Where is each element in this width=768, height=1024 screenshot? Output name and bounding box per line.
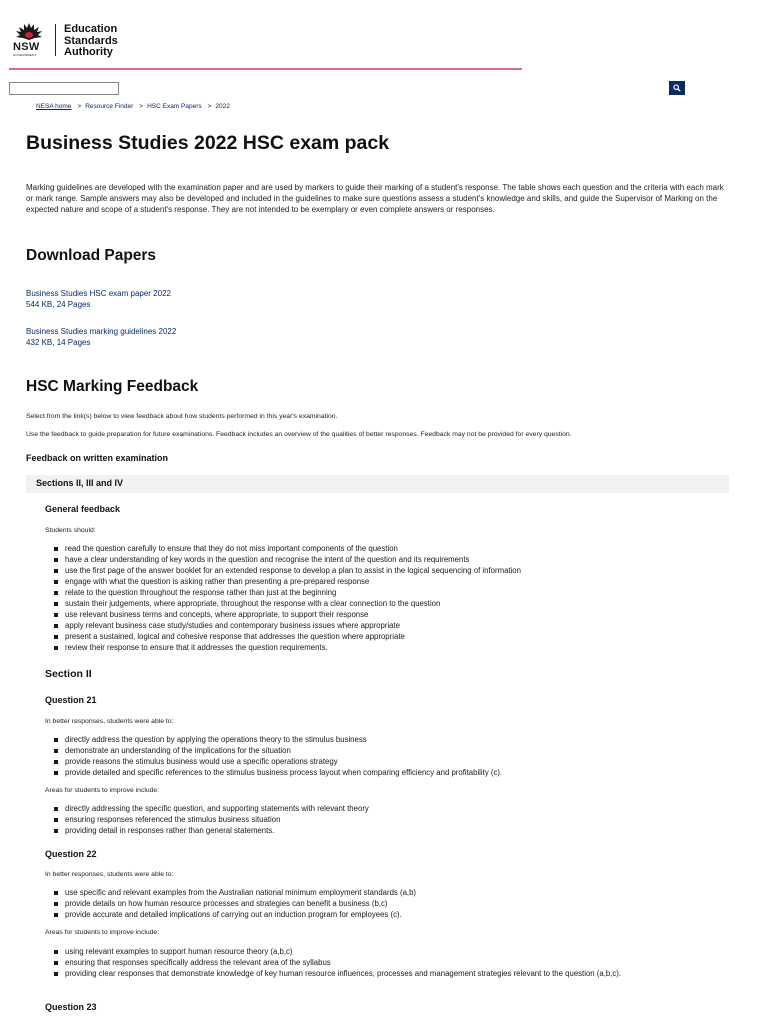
site-header (0, 0, 768, 70)
use-feedback-text: Use the feedback to guide preparation for future examinations. Feedback includes an overview of the qualities of better responses. Feedback may not be provided for every question. (26, 431, 572, 438)
marking-guidelines-link[interactable] (26, 327, 176, 348)
search-icon (673, 84, 681, 92)
accordion-label: Sections II, III and IV (36, 478, 124, 488)
intro-paragraph: Marking guidelines are developed with the examination paper and are used by markers to guide their marking of a student's response. The table shows each question and the criteria with each mark or mark range. Sample answers may also be developed and included in the guidelines to make sure questions assess a student's knowledge and skills, and guide the Supervisor of Marking on the expected nature and scope of a student's response. They are not intended to be exemplary or even complete answers or responses. (26, 183, 724, 214)
page-title: Business Studies 2022 HSC exam pack (26, 132, 390, 154)
better-responses-label: In better responses, students were able to: (45, 871, 174, 878)
government-wordmark: GOVERNMENT (13, 53, 37, 57)
org-name (64, 24, 118, 59)
breadcrumb-home[interactable]: NESA home (36, 103, 72, 110)
list-item: relate to the question throughout the response rather than just at the beginning (54, 587, 744, 598)
marking-guidelines-meta: 432 KB, 14 Pages (26, 337, 91, 347)
list-item: providing clear responses that demonstrate knowledge of key human resource influences, processes and management strategies relevant to the question (a,b,c). (54, 968, 744, 979)
breadcrumb-separator: > (139, 103, 144, 110)
list-item: demonstrate an understanding of the implications for the situation (54, 745, 744, 756)
search-button[interactable] (669, 81, 685, 95)
written-exam-heading: Feedback on written examination (26, 453, 169, 463)
select-instructions: Select from the link(s) below to view feedback about how students performed in this year's examination. (26, 413, 338, 420)
breadcrumb-separator: > (207, 103, 212, 110)
section-ii-heading: Section II (45, 668, 92, 680)
list-item: provide details on how human resource processes and strategies can benefit a business (b,c) (54, 898, 744, 909)
list-item: present a sustained, logical and cohesive response that addresses the question where appropriate (54, 631, 744, 642)
breadcrumb-current: 2022 (215, 103, 230, 110)
list-item: use the first page of the answer booklet for an extended response to develop a plan to assist in the logical sequencing of information (54, 565, 744, 576)
org-name-line2: Standards (64, 34, 118, 47)
question-23-heading: Question 23 (45, 1002, 97, 1012)
search-input[interactable] (9, 82, 119, 95)
q22-improve-list (54, 946, 744, 979)
waratah-icon (13, 22, 45, 58)
better-responses-label: In better responses, students were able to: (45, 718, 174, 725)
breadcrumb-separator: > (77, 103, 82, 110)
nsw-wordmark: NSW (13, 41, 40, 53)
question-22-heading: Question 22 (45, 849, 97, 859)
list-item: providing detail in responses rather than general statements. (54, 825, 744, 836)
q21-better-list (54, 734, 744, 778)
list-item: use specific and relevant examples from the Australian national minimum employment standards (a,b) (54, 887, 744, 898)
list-item: read the question carefully to ensure that they do not miss important components of the question (54, 543, 744, 554)
exam-paper-title: Business Studies HSC exam paper 2022 (26, 289, 171, 298)
list-item: provide accurate and detailed implications of carrying out an induction program for employees (c). (54, 909, 744, 920)
exam-paper-link[interactable] (26, 289, 171, 310)
list-item: ensuring responses referenced the stimulus business situation (54, 814, 744, 825)
list-item: apply relevant business case study/studies and contemporary business issues where appropriate (54, 620, 744, 631)
general-feedback-list (54, 543, 744, 653)
exam-paper-meta: 544 KB, 24 Pages (26, 299, 91, 309)
header-divider (9, 68, 522, 70)
list-item: review their response to ensure that it addresses the question requirements. (54, 642, 744, 653)
q21-improve-list (54, 803, 744, 836)
list-item: directly addressing the specific question, and supporting statements with relevant theory (54, 803, 744, 814)
breadcrumb-exam-papers[interactable]: HSC Exam Papers (147, 103, 202, 110)
logo-divider (55, 24, 56, 56)
q22-better-list (54, 887, 744, 920)
improve-areas-label: Areas for students to improve include: (45, 787, 160, 794)
org-name-line3: Authority (64, 46, 113, 58)
breadcrumb-resource-finder[interactable]: Resource Finder (85, 103, 134, 110)
marking-guidelines-title: Business Studies marking guidelines 2022 (26, 327, 177, 336)
list-item: ensuring that responses specifically address the relevant area of the syllabus (54, 957, 744, 968)
marking-feedback-heading: HSC Marking Feedback (26, 378, 199, 395)
list-item: have a clear understanding of key words in the question and recognise the intent of the question and its requirements (54, 554, 744, 565)
general-feedback-heading: General feedback (45, 504, 121, 514)
list-item: directly address the question by applying the operations theory to the stimulus business (54, 734, 744, 745)
list-item: using relevant examples to support human resource theory (a,b,c) (54, 946, 744, 957)
download-papers-heading: Download Papers (26, 247, 157, 264)
org-name-line1: Education (64, 23, 118, 35)
list-item: engage with what the question is asking rather than presenting a pre-prepared response (54, 576, 744, 587)
accordion-sections[interactable] (26, 475, 729, 493)
list-item: provide detailed and specific references to the stimulus business process layout when comparing efficiency and profitability (c). (54, 767, 744, 778)
breadcrumb (36, 103, 230, 110)
list-item: provide reasons the stimulus business would use a specific operations strategy (54, 756, 744, 767)
improve-areas-label: Areas for students to improve include: (45, 929, 160, 936)
nesa-logo[interactable] (13, 22, 118, 59)
list-item: use relevant business terms and concepts, where appropriate, to support their response (54, 609, 744, 620)
question-21-heading: Question 21 (45, 695, 97, 705)
list-item: sustain their judgements, where appropriate, throughout the response with a clear connection to the question (54, 598, 744, 609)
students-should-label: Students should: (45, 527, 96, 534)
